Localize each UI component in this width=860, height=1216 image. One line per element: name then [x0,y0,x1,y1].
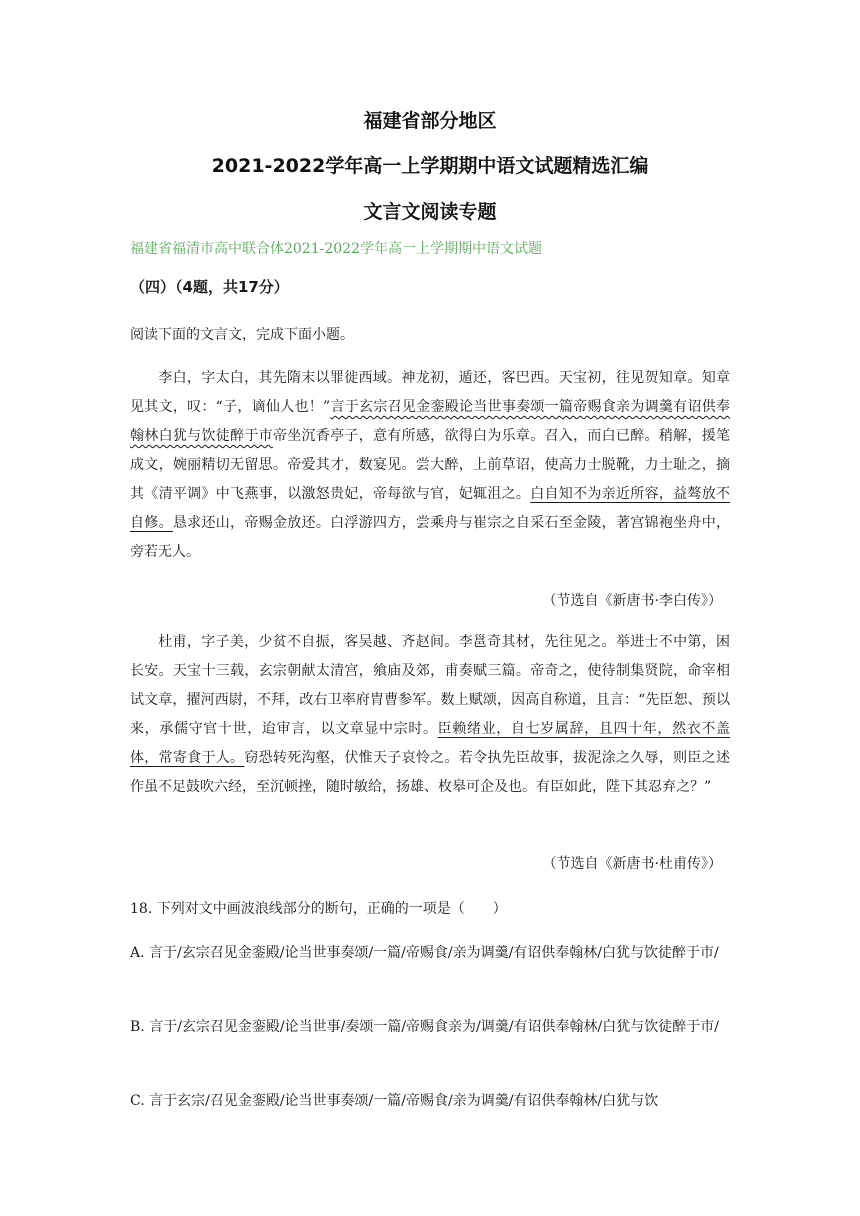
option-b: B. 言于/玄宗召见金銮殿/论当世事/奏颂一篇/帝赐食亲为/调羹/有诏供奉翰林/白犹与饮徒醉于市/ [130,1019,719,1035]
attribution-li-bai: （节选自《新唐书·李白传》） [542,593,722,609]
passage-text: 杜甫，字子美，少贫不自振，客吴越、齐赵间。李邕奇其材，先往见之。举进士不中第，困长安。天宝十三载，玄宗朝献太清宫，飨庙及郊，甫奏赋三篇。帝奇之，使待制集贤院，命宰相试文章，擢河西尉，不拜，改右卫率府胄曹参军。数上赋颂，因高自称道，且言：“先臣恕、预以来，承儒守官十世，迨审言，以文章显中宗时。 [130,634,730,737]
passage-text: 恳求还山，帝赐金放还。白浮游四方，尝乘舟与崔宗之自采石至金陵，著宫锦袍坐舟中，旁若无人。 [130,515,731,560]
document-title: 福建省部分地区 [363,110,497,132]
section-heading: （四）（4题，共17分） [130,278,289,296]
source-line: 福建省福清市高中联合体2021-2022学年高一上学期期中语文试题 [130,241,542,257]
passage-du-fu [130,628,730,802]
option-c: C. 言于玄宗/召见金銮殿/论当世事奏颂/一篇/帝赐食/亲为调羹/有诏供奉翰林/白犹与饮 [130,1093,659,1109]
document-subtitle: 2021-2022学年高一上学期期中语文试题精选汇编 [211,155,649,177]
attribution-du-fu: （节选自《新唐书·杜甫传》） [542,856,722,872]
wavy-underlined-text: 言于玄宗召见金銮殿论当世事奏颂一篇帝赐食亲为调羹有诏供奉翰林白犹与饮徒醉于市 [130,399,730,444]
question-18-stem: 18. 下列对文中画波浪线部分的断句，正确的一项是（ ） [130,901,507,917]
passage-text: 窃恐转死沟壑，伏惟天子哀怜之。若令执先臣故事，拔泥涂之久辱，则臣之述作虽不足鼓吹六经，至沉顿挫，随时敏给，扬雄、枚皋可企及也。有臣如此，陛下其忍弃之？” [130,750,731,795]
passage-text: 李白，字太白，其先隋末以罪徙西域。神龙初，遁还，客巴西。天宝初，往见贺知章。知章见其文，叹：“子，谪仙人也！” [130,370,730,415]
option-a: A. 言于/玄宗召见金銮殿/论当世事奏颂/一篇/帝赐食/亲为调羹/有诏供奉翰林/白犹与饮徒醉于市/ [130,945,719,961]
instruction-text: 阅读下面的文言文，完成下面小题。 [130,327,354,343]
passage-li-bai [130,364,730,567]
topic-title: 文言文阅读专题 [363,201,497,223]
passage-text: 帝坐沉香亭子，意有所感，欲得白为乐章。召入，而白已醉。稍解，援笔成文，婉丽精切无留思。帝爱其才，数宴见。尝大醉，上前草诏，使高力士脱靴，力士耻之，摘其《清平调》中飞燕事，以激怒贵妃，帝每欲与官，妃辄沮之。 [130,428,731,502]
underlined-sentence: 臣赖绪业，自七岁属辞，且四十年，然衣不盖体，常寄食于人。 [130,721,731,766]
underlined-sentence: 白自知不为亲近所容，益骜放不自修。 [130,486,731,531]
